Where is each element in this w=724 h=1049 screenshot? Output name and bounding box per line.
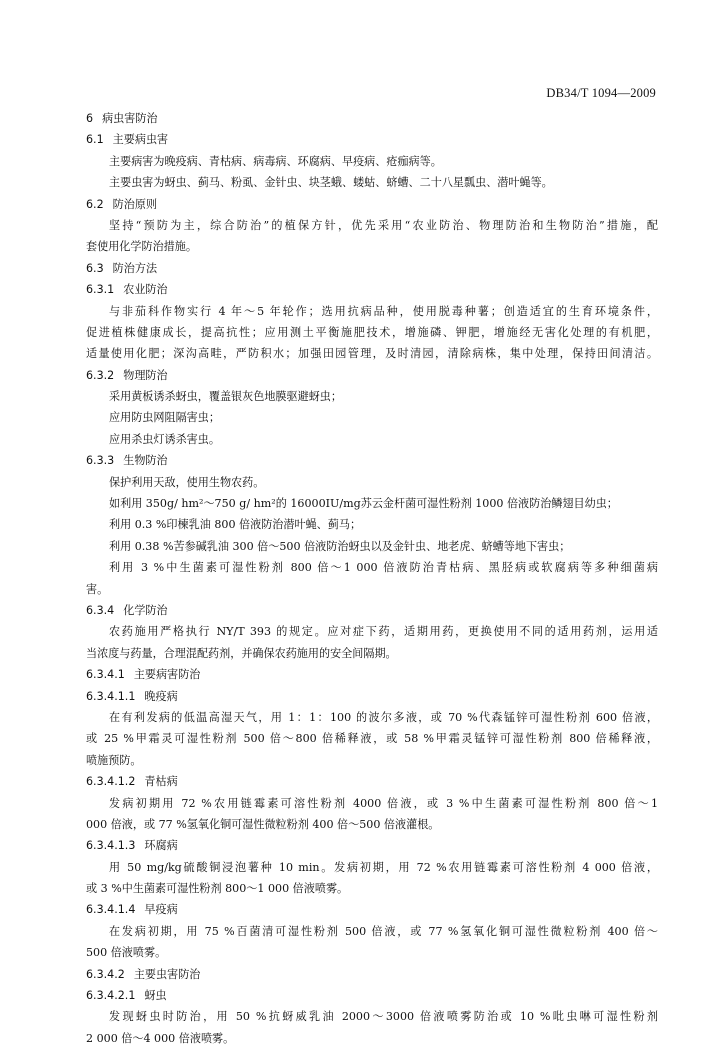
- paragraph-line: 500 倍液喷雾。: [86, 946, 167, 960]
- paragraph-line: 主要虫害为蚜虫、蓟马、粉虱、金针虫、块茎蛾、蝼蛄、蛴螬、二十八星瓢虫、潜叶蝇等。: [109, 176, 553, 190]
- section-number: 6.3.1: [86, 283, 115, 297]
- section-number: 6.3.3: [86, 454, 115, 468]
- section-heading: [86, 258, 658, 279]
- paragraph-line: 在发病初期，用 75 %百菌清可湿性粉剂 500 倍液，或 77 %氢氧化铜可湿性微粒粉剂 400 倍～: [109, 924, 658, 938]
- paragraph-line: 农药施用严格执行 NY/T 393 的规定。应对症下药，适期用药，更换使用不同的适用药剂，运用适: [109, 625, 658, 639]
- paragraph-line: 2 000 倍～4 000 倍液喷雾。: [86, 1031, 235, 1045]
- section-number: 6.3.4.1.2: [86, 775, 136, 789]
- paragraph-line: 000 倍液，或 77 %氢氧化铜可湿性微粒粉剂 400 倍～500 倍液灌根。: [86, 817, 440, 831]
- section-title: 早疫病: [144, 903, 178, 917]
- section-title: 病虫害防治: [102, 112, 158, 125]
- section-title: 物理防治: [123, 368, 168, 382]
- section-heading: [86, 985, 658, 1006]
- section-heading: [86, 600, 658, 621]
- paragraph-line: 应用杀虫灯诱杀害虫。: [109, 432, 220, 446]
- section-title: 环腐病: [144, 839, 178, 853]
- section-title: 生物防治: [123, 454, 168, 468]
- section-title: 青枯病: [144, 775, 178, 789]
- section-heading: [86, 129, 658, 150]
- paragraph-line: 与非茄科作物实行 4 年～5 年轮作；选用抗病品种，使用脱毒种薯；创造适宜的生育环境条件，: [109, 304, 658, 318]
- section-number: 6.1: [86, 133, 104, 147]
- paragraph-line: 在有利发病的低温高湿天气，用 1：1：100 的波尔多液，或 70 %代森锰锌可湿性粉剂 600 倍液，: [109, 710, 658, 724]
- section-number: 6.3.4: [86, 603, 115, 617]
- section-title: 防治原则: [112, 197, 158, 211]
- paragraph-line: 害。: [86, 582, 109, 596]
- section-title: 主要病虫害: [112, 133, 169, 147]
- section-title: 防治方法: [112, 261, 158, 275]
- paragraph-line: 利用 0.38 %苦参碱乳油 300 倍～500 倍液防治蚜虫以及金针虫、地老虎、蛴螬等地下害虫；: [109, 539, 571, 553]
- section-number: 6.3.4.1: [86, 668, 125, 682]
- paragraph-line: 喷施预防。: [86, 753, 142, 767]
- section-heading: [86, 686, 658, 707]
- paragraph-line: 或 25 %甲霜灵可湿性粉剂 500 倍～800 倍稀释液，或 58 %甲霜灵锰锌可湿性粉剂 800 倍稀释液，: [86, 732, 658, 746]
- paragraph-line: 保护利用天敌，使用生物农药。: [109, 475, 265, 489]
- section-heading: [86, 964, 658, 985]
- standard-number: DB34/T 1094—2009: [546, 86, 656, 100]
- section-title: 晚疫病: [144, 689, 178, 703]
- paragraph-line: 用 50 mg/kg硫酸铜浸泡薯种 10 min。发病初期，用 72 %农用链霉素可溶性粉剂 4 000 倍液，: [109, 860, 658, 874]
- paragraph-line: 应用防虫网阻隔害虫；: [109, 411, 220, 425]
- section-heading: [86, 108, 658, 129]
- section-number: 6.2: [86, 197, 104, 211]
- paragraph-line: 发病初期用 72 %农用链霉素可溶性粉剂 4000 倍液，或 3 %中生菌素可湿性粉剂 800 倍～1: [109, 796, 658, 810]
- paragraph-line: 适量使用化肥；深沟高畦，严防积水；加强田园管理，及时清园，清除病株，集中处理，保持田间清洁。: [86, 347, 658, 361]
- section-title: 农业防治: [123, 283, 168, 297]
- section-heading: [86, 194, 658, 215]
- section-heading: [86, 365, 658, 386]
- paragraph-line: 利用 0.3 %印楝乳油 800 倍液防治潜叶蝇、蓟马；: [109, 518, 362, 532]
- section-heading: [86, 771, 658, 792]
- paragraph-line: 坚持“预防为主，综合防治”的植保方针，优先采用“农业防治、物理防治和生物防治”措施，配: [109, 218, 658, 232]
- paragraph-line: 主要病害为晚疫病、青枯病、病毒病、环腐病、早疫病、疮痂病等。: [109, 154, 442, 168]
- section-number: 6.3.4.1.3: [86, 839, 136, 853]
- section-number: 6.3.2: [86, 368, 115, 382]
- document-body: [86, 108, 658, 1049]
- paragraph-line: 采用黄板诱杀蚜虫，覆盖银灰色地膜驱避蚜虫；: [109, 390, 342, 404]
- section-heading: [86, 899, 658, 920]
- paragraph-line: 利用 3 %中生菌素可湿性粉剂 800 倍～1 000 倍液防治青枯病、黑胫病或软腐病等多种细菌病: [109, 561, 658, 575]
- paragraph-line: 发现蚜虫时防治，用 50 %抗蚜威乳油 2000～3000 倍液喷雾防治或 10 %吡虫啉可湿性粉剂: [109, 1010, 658, 1024]
- section-number: 6.3: [86, 261, 104, 275]
- section-title: 主要病害防治: [133, 668, 201, 682]
- paragraph-line: 促进植株健康成长，提高抗性；应用测土平衡施肥技术，增施磷、钾肥，增施经无害化处理的有机肥，: [86, 325, 658, 339]
- section-number: 6.3.4.2: [86, 967, 125, 981]
- section-title: 化学防治: [123, 603, 168, 617]
- section-number: 6.3.4.1.4: [86, 903, 136, 917]
- paragraph-line: 如利用 350g/ hm²～750 g/ hm²的 16000IU/mg苏云金杆菌可湿性粉剂 1000 倍液防治鳞翅目幼虫；: [109, 497, 618, 511]
- section-heading: [86, 664, 658, 685]
- section-number: 6: [86, 112, 94, 125]
- section-heading: [86, 450, 658, 471]
- paragraph-line: 套使用化学防治措施。: [86, 240, 197, 254]
- section-number: 6.3.4.1.1: [86, 689, 136, 703]
- paragraph-line: 当浓度与药量，合理混配药剂，并确保农药施用的安全间隔期。: [86, 646, 397, 660]
- section-title: 蚜虫: [144, 989, 167, 1003]
- section-heading: [86, 835, 658, 856]
- section-title: 主要虫害防治: [133, 967, 201, 981]
- section-heading: [86, 279, 658, 300]
- paragraph-line: 或 3 %中生菌素可湿性粉剂 800～1 000 倍液喷雾。: [86, 882, 349, 896]
- section-number: 6.3.4.2.1: [86, 989, 136, 1003]
